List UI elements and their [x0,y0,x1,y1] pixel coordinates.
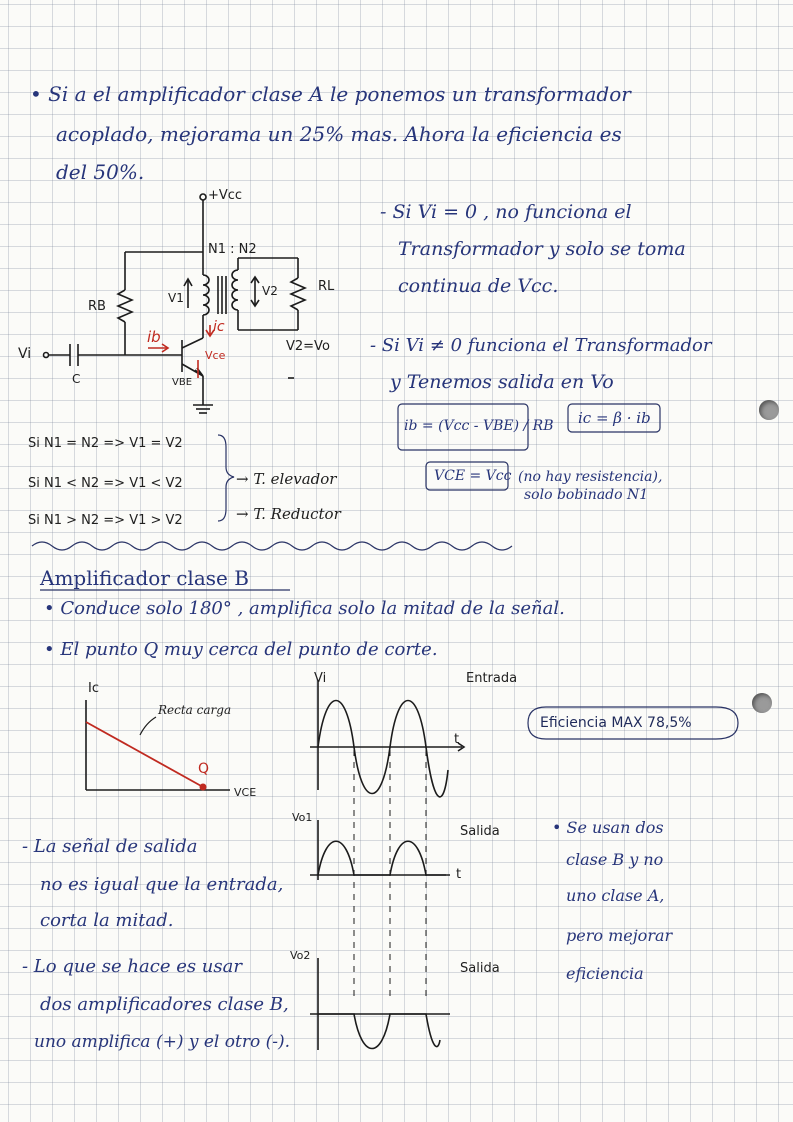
output-waveform-1 [310,820,450,880]
eq-note-1: (no hay resistencia), [518,469,663,485]
ic-label: ic [213,319,225,335]
class-b-title: Amplificador clase B [40,566,249,590]
wave-salida1-label: Salida [460,824,500,839]
wave-t2-label: t [456,867,462,882]
side-note-1: • Se usan dos [552,818,664,837]
relation-elevador: → T. elevador [236,470,337,488]
wave-vo1-label: Vo1 [292,811,313,824]
load-line-recta-label: Recta carga [158,703,232,717]
v2-vo-label: V2=Vo [286,339,330,354]
turns-label: N1 : N2 [208,242,257,257]
bottom-note-1: - La señal de salida [22,836,198,857]
intro-line-2: acoplado, mejorama un 25% mas. Ahora la eficiencia es [56,122,622,146]
vi-label: Vi [18,346,32,362]
output-waveform-2 [310,958,450,1050]
input-waveform [310,680,464,797]
bottom-note-6: uno amplifica (+) y el otro (-). [34,1032,291,1052]
relation-greater: Si N1 > N2 => V1 > V2 [28,513,183,528]
note-vi-zero-2: Transformador y solo se toma [398,238,686,260]
rl-label: RL [318,279,335,294]
note-vi-nonzero-1: - Si Vi ≠ 0 funciona el Transformador [370,335,712,356]
eq-vce: VCE = Vcc [434,468,512,484]
side-note-4: pero mejorar [566,926,673,945]
rb-label: RB [88,299,106,314]
vce-label: Vce [205,349,226,362]
vbe-label: VBE [172,377,193,388]
relation-equal: Si N1 = N2 => V1 = V2 [28,436,183,451]
intro-line-1: • Si a el amplificador clase A le ponemos un transformador [30,82,631,106]
side-note-5: eficiencia [566,964,644,983]
vcc-label: +Vcc [208,188,243,203]
bottom-note-5: dos amplificadores clase B, [40,994,289,1015]
side-note-2: clase B y no [566,850,664,869]
efficiency-max: Eficiencia MAX 78,5% [540,715,692,731]
bottom-note-2: no es igual que la entrada, [40,874,284,895]
class-b-bullet-1: • Conduce solo 180° , amplifica solo la mitad de la señal. [44,598,565,619]
relation-reductor: → T. Reductor [236,505,341,523]
side-note-3: uno clase A, [566,886,665,905]
wave-t1-label: t [454,732,460,747]
class-b-bullet-2: • El punto Q muy cerca del punto de corte. [44,639,438,660]
ib-label: ib [147,328,161,346]
capacitor-label: C [72,372,81,386]
v1-label: V1 [168,291,184,305]
bottom-note-3: corta la mitad. [40,910,174,931]
note-vi-zero-3: continua de Vcc. [398,275,559,297]
wave-salida2-label: Salida [460,961,500,976]
eq-note-2: solo bobinado N1 [524,487,649,503]
eq-ic: ic = β · ib [578,409,651,427]
wave-entrada-label: Entrada [466,671,518,686]
bottom-note-4: - Lo que se hace es usar [22,956,242,977]
relation-less: Si N1 < N2 => V1 < V2 [28,476,183,491]
intro-line-3: del 50%. [56,160,145,184]
v2-label: V2 [262,284,278,298]
q-point-label: Q [198,761,210,777]
note-vi-nonzero-2: y Tenemos salida en Vo [390,371,614,393]
load-line-vce-label: VCE [234,786,257,799]
wave-vo2-label: Vo2 [290,949,311,962]
wave-vi-label: Vi [314,671,327,686]
eq-ib: ib = (Vcc - VBE) / RB [404,418,554,434]
note-vi-zero-1: - Si Vi = 0 , no funciona el [380,201,632,223]
load-line-ic-label: Ic [88,681,99,696]
